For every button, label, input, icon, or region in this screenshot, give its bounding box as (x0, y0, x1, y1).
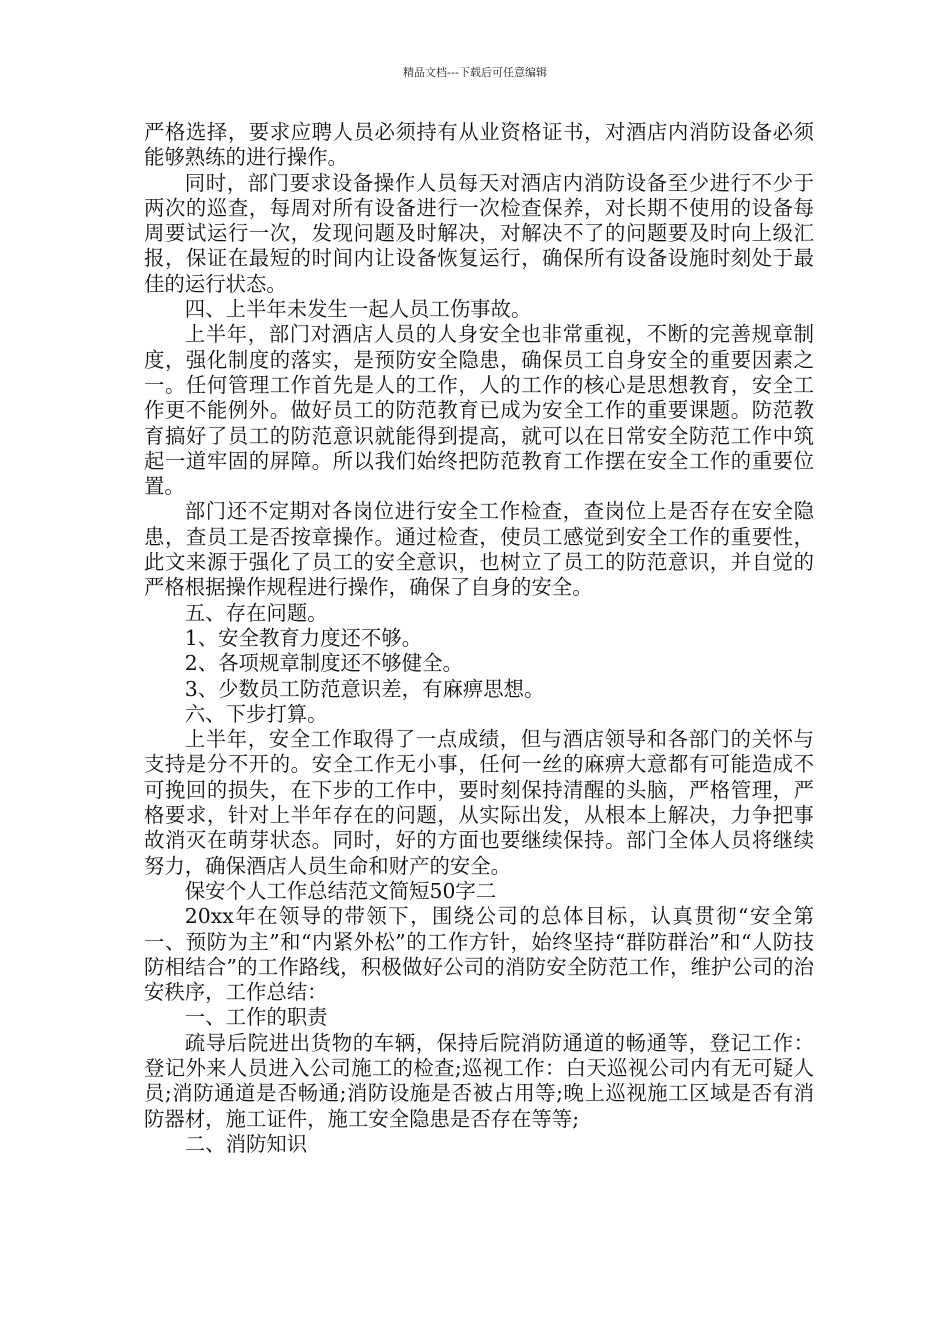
paragraph: 同时，部门要求设备操作人员每天对酒店内消防设备至少进行不少于两次的巡查，每周对所有设备进行一次检查保养，对长期不使用的设备每周要试运行一次，发现问题及时解决，对解决不了的问题要及时向上级汇报，保证在最短的时间内让设备恢复运行，确保所有设备设施时刻处于最佳的运行状态。 (144, 170, 814, 296)
page-header: 精品文档---下载后可任意编辑 (403, 66, 547, 79)
paragraph: 疏导后院进出货物的车辆，保持后院消防通道的畅通等，登记工作：登记外来人员进入公司施工的检查;巡视工作：白天巡视公司内有无可疑人员;消防通道是否畅通;消防设施是否被占用等;晚上巡视施工区域是否有消防器材，施工证件，施工安全隐患是否存在等等; (144, 1030, 814, 1131)
section-heading: 二、消防知识 (184, 1131, 308, 1156)
list-item: 2、各项规章制度还不够健全。 (184, 651, 463, 676)
paragraph: 严格选择，要求应聘人员必须持有从业资格证书，对酒店内消防设备必须能够熟练的进行操作。 (144, 120, 814, 170)
document-body (144, 120, 814, 1157)
section-heading: 一、工作的职责 (184, 1005, 328, 1030)
list-item: 3、少数员工防范意识差，有麻痹思想。 (184, 676, 545, 701)
paragraph: 上半年，部门对酒店人员的人身安全也非常重视，不断的完善规章制度，强化制度的落实，是预防安全隐患，确保员工自身安全的重要因素之一。任何管理工作首先是人的工作，人的工作的核心是思想教育，安全工作更不能例外。做好员工的防范教育已成为安全工作的重要课题。防范教育搞好了员工的防范意识就能得到提高，就可以在日常安全防范工作中筑起一道牢固的屏障。所以我们始终把防范教育工作摆在安全工作的重要位置。 (144, 322, 814, 499)
paragraph: 上半年，安全工作取得了一点成绩，但与酒店领导和各部门的关怀与支持是分不开的。安全工作无小事，任何一丝的麻痹大意都有可能造成不可挽回的损失，在下步的工作中，要时刻保持清醒的头脑，严格管理，严格要求，针对上半年存在的问题，从实际出发，从根本上解决，力争把事故消灭在萌芽状态。同时，好的方面也要继续保持。部门全体人员将继续努力，确保酒店人员生命和财产的安全。 (144, 727, 814, 878)
paragraph: 部门还不定期对各岗位进行安全工作检查，查岗位上是否存在安全隐患，查员工是否按章操作。通过检查，使员工感觉到安全工作的重要性，此文来源于强化了员工的安全意识，也树立了员工的防范意识，并自觉的严格根据操作规程进行操作，确保了自身的安全。 (144, 499, 814, 600)
section-heading: 四、上半年未发生一起人员工伤事故。 (184, 297, 532, 322)
section-heading: 六、下步打算。 (184, 701, 328, 726)
list-item: 1、安全教育力度还不够。 (184, 625, 423, 650)
paragraph: 20xx年在领导的带领下，围绕公司的总体目标，认真贯彻“安全第一、预防为主”和“内紧外松”的工作方针，始终坚持“群防群治”和“人防技防相结合”的工作路线，积极做好公司的消防安全防范工作，维护公司的治安秩序，工作总结： (144, 904, 814, 1005)
section-heading: 五、存在问题。 (184, 600, 328, 625)
article-title: 保安个人工作总结范文简短50字二 (184, 878, 497, 903)
